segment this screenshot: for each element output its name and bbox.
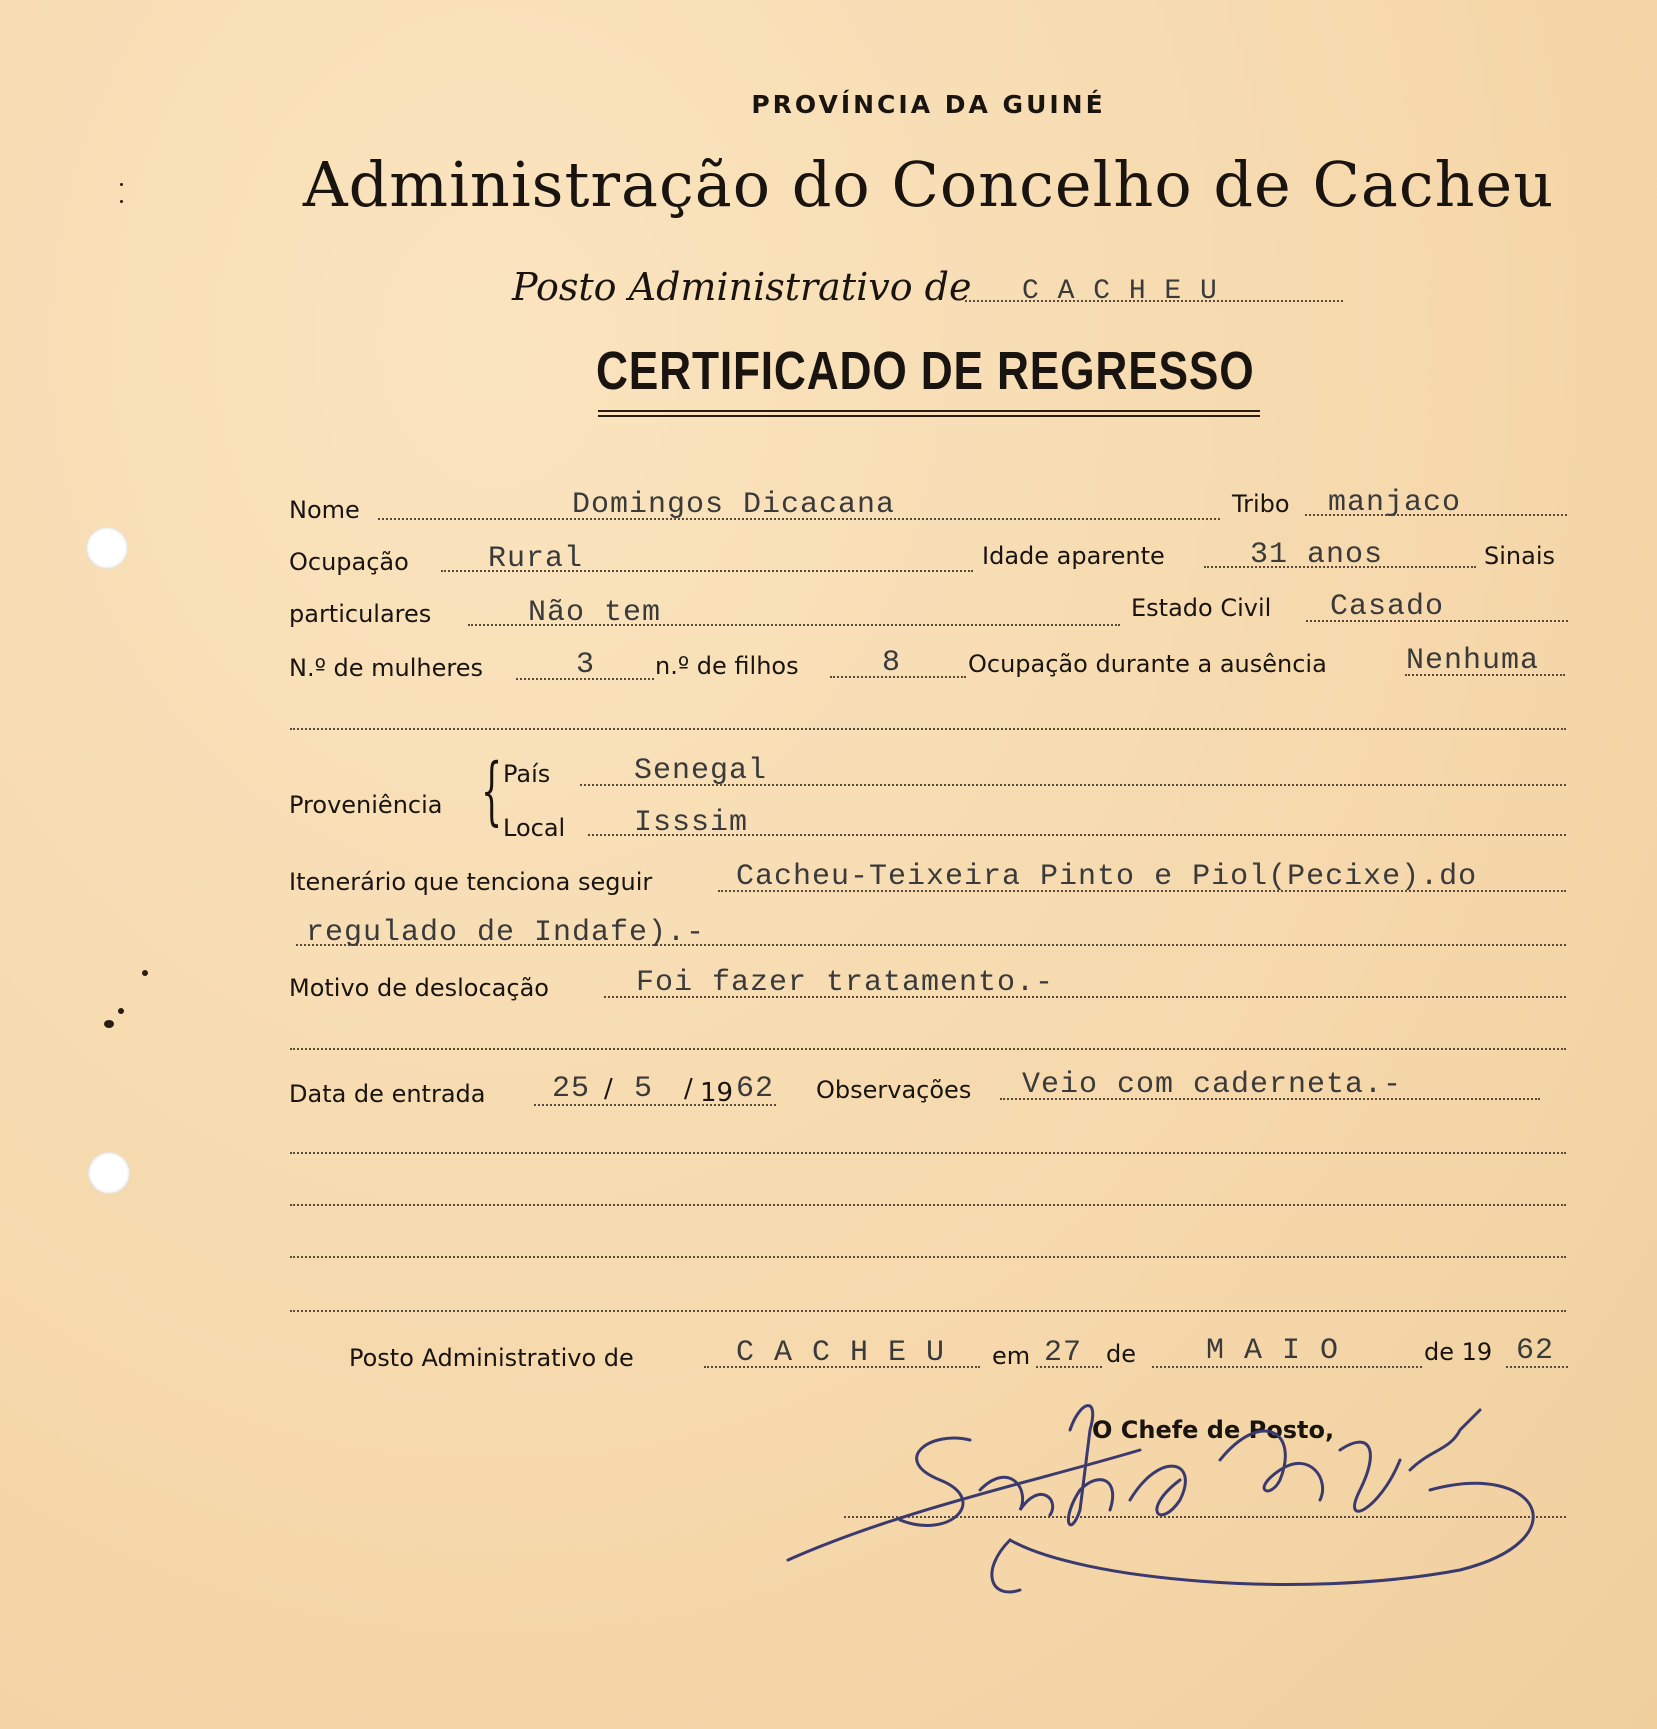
- data-entrada-sep-2: /: [684, 1074, 693, 1104]
- footer-day-value: 27: [1044, 1336, 1083, 1370]
- data-entrada-sep-1: /: [604, 1074, 613, 1104]
- title-underline: [598, 410, 1260, 412]
- local-value: Isssim: [634, 806, 749, 840]
- certificate-title: CERTIFICADO DE REGRESSO: [596, 341, 1255, 401]
- motivo-value: Foi fazer tratamento.-: [636, 966, 1055, 1000]
- motivo-label: Motivo de deslocação: [289, 974, 549, 1002]
- particulares-value: Não tem: [528, 596, 662, 630]
- punch-hole-bottom: [88, 1152, 130, 1194]
- blank-line-1: [290, 728, 1566, 730]
- province-heading: PROVÍNCIA DA GUINÉ: [751, 90, 1106, 119]
- ink-speck: [118, 1008, 124, 1014]
- ink-speck: [142, 970, 148, 976]
- nome-label: Nome: [289, 496, 360, 524]
- ocupacao-value: Rural: [488, 542, 584, 576]
- sinais-label: Sinais: [1484, 542, 1555, 570]
- footer-posto-label: Posto Administrativo de: [349, 1344, 634, 1372]
- observacoes-value: Veio com caderneta.-: [1022, 1068, 1403, 1102]
- estado-label: Estado Civil: [1131, 594, 1272, 622]
- tribo-value: manjaco: [1328, 486, 1462, 520]
- itinerario-label: Itenerário que tenciona seguir: [289, 868, 653, 896]
- pais-value: Senegal: [634, 754, 768, 788]
- idade-label: Idade aparente: [982, 542, 1165, 570]
- posto-heading-label: Posto Administrativo de: [512, 265, 972, 309]
- itinerario-value-1: Cacheu-Teixeira Pinto e Piol(Pecixe).do: [736, 860, 1478, 894]
- itinerario-value-2: regulado de Indafe).-: [306, 916, 706, 950]
- mulheres-value: 3: [576, 648, 596, 682]
- idade-value: 31 anos: [1250, 538, 1384, 572]
- data-entrada-label: Data de entrada: [289, 1080, 486, 1108]
- observacoes-label: Observações: [816, 1076, 972, 1104]
- footer-de-label: de: [1106, 1340, 1136, 1368]
- footer-de19-label: de 19: [1424, 1338, 1493, 1366]
- filhos-value: 8: [882, 646, 902, 680]
- title-underline-double: [598, 415, 1260, 417]
- footer-posto-value: C A C H E U: [736, 1336, 946, 1370]
- signatory-title: O Chefe de Posto,: [1092, 1416, 1335, 1444]
- footer-year-value: 62: [1516, 1334, 1555, 1368]
- particulares-label: particulares: [289, 600, 432, 628]
- local-label: Local: [503, 814, 566, 842]
- data-entrada-month: 5: [634, 1072, 654, 1106]
- pais-label: País: [503, 760, 551, 788]
- estado-value: Casado: [1330, 590, 1445, 624]
- ocupacao-label: Ocupação: [289, 548, 409, 576]
- blank-line-4: [290, 1204, 1566, 1206]
- ink-speck: [104, 1020, 114, 1028]
- ausencia-label: Ocupação durante a ausência: [968, 650, 1327, 678]
- data-entrada-century: 19: [700, 1078, 734, 1108]
- filhos-label: n.º de filhos: [655, 652, 799, 680]
- footer-month-value: M A I O: [1206, 1334, 1340, 1368]
- signature: [780, 1390, 1570, 1630]
- punch-hole-top: [86, 527, 128, 569]
- nome-value: Domingos Dicacana: [572, 488, 896, 522]
- data-entrada-year: 62: [736, 1072, 775, 1106]
- footer-em-label: em: [992, 1342, 1031, 1370]
- mulheres-label: N.º de mulheres: [289, 654, 483, 682]
- blank-line-5: [290, 1256, 1566, 1258]
- data-entrada-day: 25: [552, 1072, 591, 1106]
- proveniencia-label: Proveniência: [289, 791, 443, 819]
- administration-heading: Administração do Concelho de Cacheu: [302, 148, 1555, 221]
- proveniencia-brace: {: [480, 748, 503, 834]
- blank-line-2: [290, 1048, 1566, 1050]
- blank-line-6: [290, 1310, 1566, 1312]
- ausencia-value: Nenhuma: [1406, 644, 1540, 678]
- tribo-label: Tribo: [1232, 490, 1290, 518]
- blank-line-3: [290, 1152, 1566, 1154]
- posto-heading-value: C A C H E U: [1022, 276, 1218, 307]
